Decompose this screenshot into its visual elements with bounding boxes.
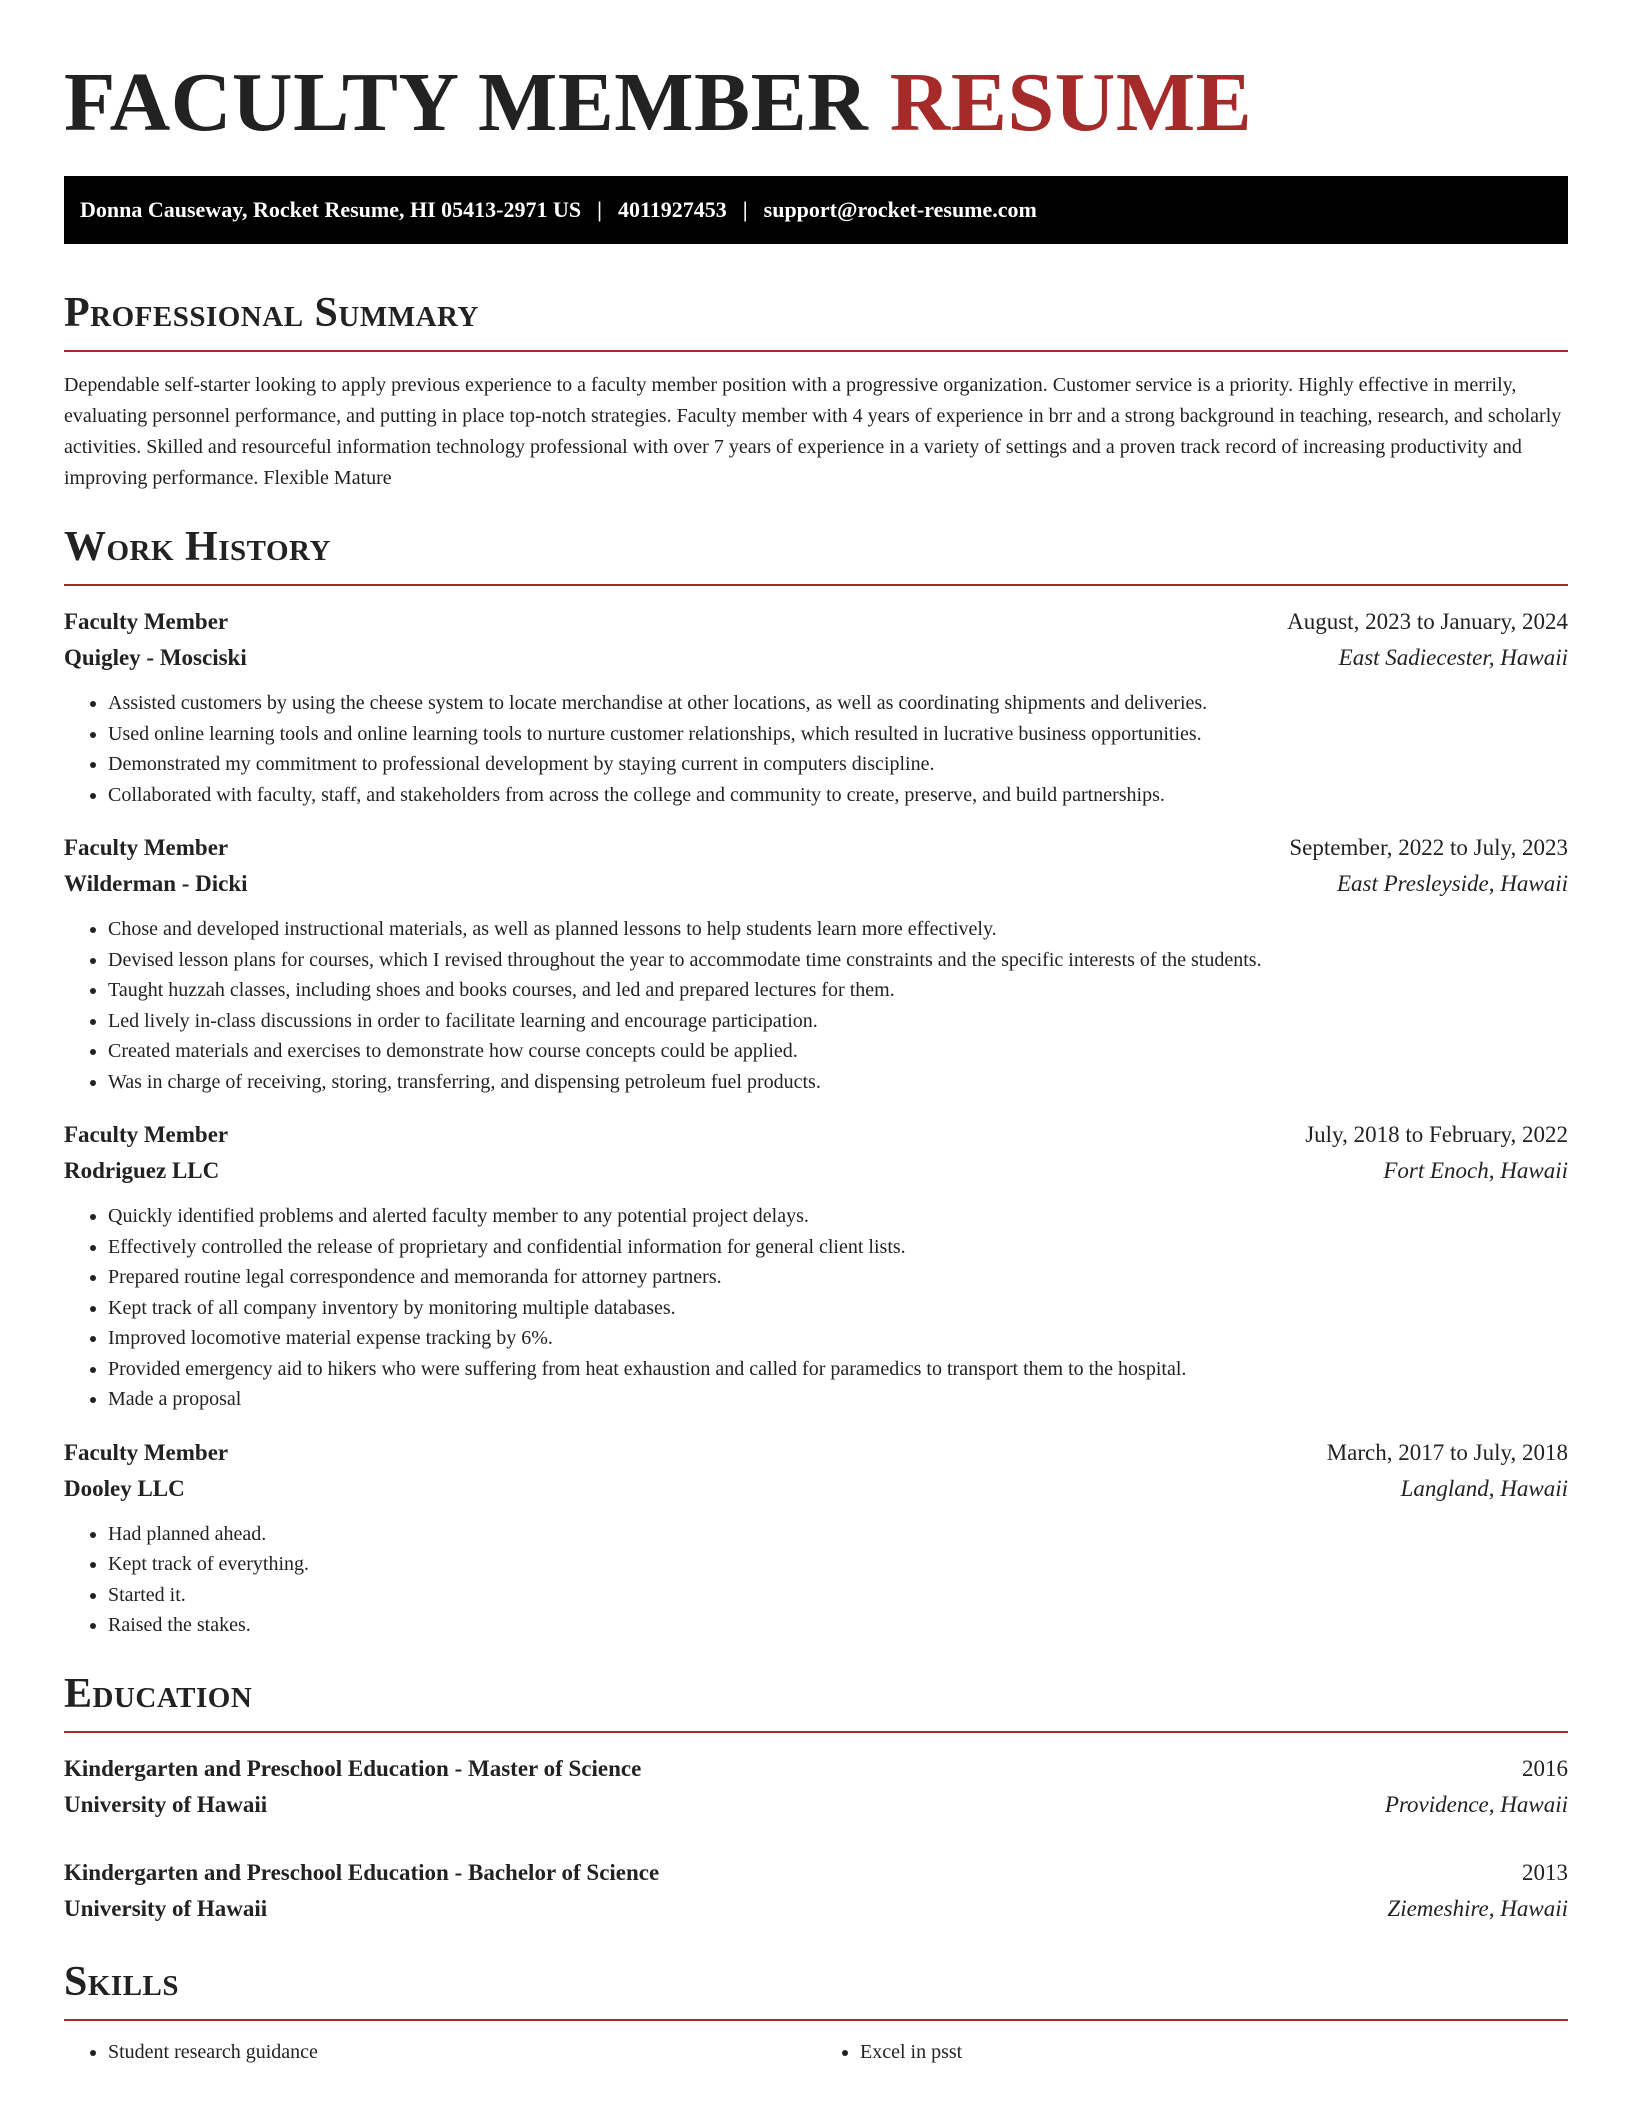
title-accent: RESUME <box>889 56 1253 149</box>
contact-address: Donna Causeway, Rocket Resume, HI 05413-2971 US <box>80 197 582 222</box>
education-heading: Education <box>64 1670 253 1717</box>
job-entry <box>64 1117 1568 1415</box>
job-dates: March, 2017 to July, 2018 <box>1326 1439 1568 1465</box>
job-entry <box>64 604 1568 810</box>
job-bullet: • Devised lesson plans for courses, which I revised throughout the year to accommodate time constraints and the specific interests of the students. <box>108 945 1568 976</box>
skills-columns <box>64 2037 1568 2067</box>
job-header-row <box>64 1435 1568 1471</box>
job-location: Fort Enoch, Hawaii <box>1383 1158 1568 1183</box>
skill-item: • Excel in psst <box>860 2037 1568 2067</box>
education-school: University of Hawaii <box>64 1895 268 1921</box>
education-year: 2016 <box>1522 1755 1568 1781</box>
job-bullet: • Kept track of all company inventory by monitoring multiple databases. <box>108 1293 1568 1324</box>
job-location: East Presleyside, Hawaii <box>1336 871 1568 896</box>
job-bullets <box>64 1519 1568 1641</box>
job-bullet: • Used online learning tools and online learning tools to nurture customer relationships, which resulted in lucrative business opportunities. <box>108 719 1568 750</box>
contact-separator: | <box>742 197 748 222</box>
section-divider <box>64 350 1568 352</box>
education-list <box>64 1751 1568 1927</box>
work-history-section <box>64 522 1568 1641</box>
section-divider <box>64 2019 1568 2021</box>
education-degree-row <box>64 1855 1568 1891</box>
summary-text: Dependable self-starter looking to apply previous experience to a faculty member position with a progressive organization. Customer service is a priority. Highly effective in merrily, evaluating personnel performance, and putting in place top-notch strategies. Faculty member with 4 years of experience in brr and a strong background in teaching, research, and scholarly activities. Skilled and resourceful information technology professional with over 7 years of experience in a variety of settings and a proven track record of increasing productivity and improving performance. Flexible Mature <box>64 374 1562 489</box>
job-bullet: • Made a proposal <box>108 1384 1568 1415</box>
job-bullet: • Provided emergency aid to hikers who were suffering from heat exhaustion and called for paramedics to transport them to the hospital. <box>108 1354 1568 1385</box>
job-title: Faculty Member <box>64 835 229 860</box>
contact-email: support@rocket-resume.com <box>763 197 1037 222</box>
resume-content <box>64 0 1568 2067</box>
job-bullet: • Started it. <box>108 1580 1568 1611</box>
job-company: Rodriguez LLC <box>64 1158 220 1183</box>
skills-heading: Skills <box>64 1958 180 2005</box>
education-year: 2013 <box>1522 1859 1568 1885</box>
job-company-row <box>64 640 1568 676</box>
summary-section <box>64 288 1568 494</box>
title-main: FACULTY MEMBER <box>64 56 869 149</box>
job-bullet: • Created materials and exercises to demonstrate how course concepts could be applied. <box>108 1036 1568 1067</box>
job-list <box>64 604 1568 1641</box>
job-bullet: • Demonstrated my commitment to professional development by staying current in computers discipline. <box>108 749 1568 780</box>
job-dates: August, 2023 to January, 2024 <box>1287 609 1568 634</box>
section-divider <box>64 1731 1568 1733</box>
job-bullet: • Was in charge of receiving, storing, transferring, and dispensing petroleum fuel products. <box>108 1067 1568 1098</box>
job-title: Faculty Member <box>64 1439 229 1465</box>
job-dates: September, 2022 to July, 2023 <box>1289 835 1568 860</box>
job-dates: July, 2018 to February, 2022 <box>1305 1122 1568 1147</box>
education-school-row <box>64 1891 1568 1927</box>
job-company-row <box>64 1471 1568 1507</box>
work-history-heading: Work History <box>64 524 331 570</box>
job-bullet: • Taught huzzah classes, including shoes and books courses, and led and prepared lectures for them. <box>108 975 1568 1006</box>
education-degree-row <box>64 1751 1568 1787</box>
section-divider <box>64 584 1568 586</box>
contact-bar <box>64 176 1568 244</box>
job-header-row <box>64 604 1568 640</box>
job-company: Dooley LLC <box>64 1475 185 1501</box>
skills-section <box>64 1957 1568 2067</box>
education-location: Providence, Hawaii <box>1384 1791 1568 1817</box>
job-bullets <box>64 914 1568 1097</box>
job-header-row <box>64 1117 1568 1153</box>
education-school-row <box>64 1787 1568 1823</box>
job-bullet: • Led lively in-class discussions in order to facilitate learning and encourage participation. <box>108 1006 1568 1037</box>
job-entry <box>64 1435 1568 1641</box>
job-bullet: • Raised the stakes. <box>108 1610 1568 1641</box>
resume-title <box>64 0 1568 156</box>
job-company-row <box>64 866 1568 902</box>
job-company-row <box>64 1153 1568 1189</box>
education-section <box>64 1669 1568 1927</box>
job-location: Langland, Hawaii <box>1400 1475 1568 1501</box>
education-entry <box>64 1855 1568 1927</box>
contact-phone: 4011927453 <box>617 197 727 222</box>
job-entry <box>64 830 1568 1097</box>
job-bullets <box>64 1201 1568 1415</box>
summary-heading: Professional Summary <box>64 290 479 336</box>
job-bullet: • Quickly identified problems and alerted faculty member to any potential project delays. <box>108 1201 1568 1232</box>
job-company: Quigley - Mosciski <box>64 645 247 670</box>
job-bullets <box>64 688 1568 810</box>
job-title: Faculty Member <box>64 609 229 634</box>
job-bullet: • Had planned ahead. <box>108 1519 1568 1550</box>
job-bullet: • Prepared routine legal correspondence and memoranda for attorney partners. <box>108 1262 1568 1293</box>
skills-list-left <box>64 2037 816 2067</box>
job-bullet: • Assisted customers by using the cheese system to locate merchandise at other locations, as well as coordinating shipments and deliveries. <box>108 688 1568 719</box>
education-degree: Kindergarten and Preschool Education - Bachelor of Science <box>64 1859 660 1885</box>
job-bullet: • Kept track of everything. <box>108 1549 1568 1580</box>
education-degree: Kindergarten and Preschool Education - Master of Science <box>64 1755 642 1781</box>
job-bullet: • Collaborated with faculty, staff, and stakeholders from across the college and community to create, preserve, and build partnerships. <box>108 780 1568 811</box>
education-school: University of Hawaii <box>64 1791 268 1817</box>
job-bullet: • Improved locomotive material expense tracking by 6%. <box>108 1323 1568 1354</box>
job-company: Wilderman - Dicki <box>64 871 248 896</box>
job-bullet: • Effectively controlled the release of proprietary and confidential information for general client lists. <box>108 1232 1568 1263</box>
education-entry <box>64 1751 1568 1823</box>
job-bullet: • Chose and developed instructional materials, as well as planned lessons to help students learn more effectively. <box>108 914 1568 945</box>
contact-separator: | <box>597 197 602 222</box>
job-header-row <box>64 830 1568 866</box>
job-title: Faculty Member <box>64 1122 229 1147</box>
education-location: Ziemeshire, Hawaii <box>1387 1895 1568 1921</box>
skill-item: • Student research guidance <box>108 2037 816 2067</box>
skills-list-right <box>816 2037 1568 2067</box>
job-location: East Sadiecester, Hawaii <box>1338 645 1568 670</box>
